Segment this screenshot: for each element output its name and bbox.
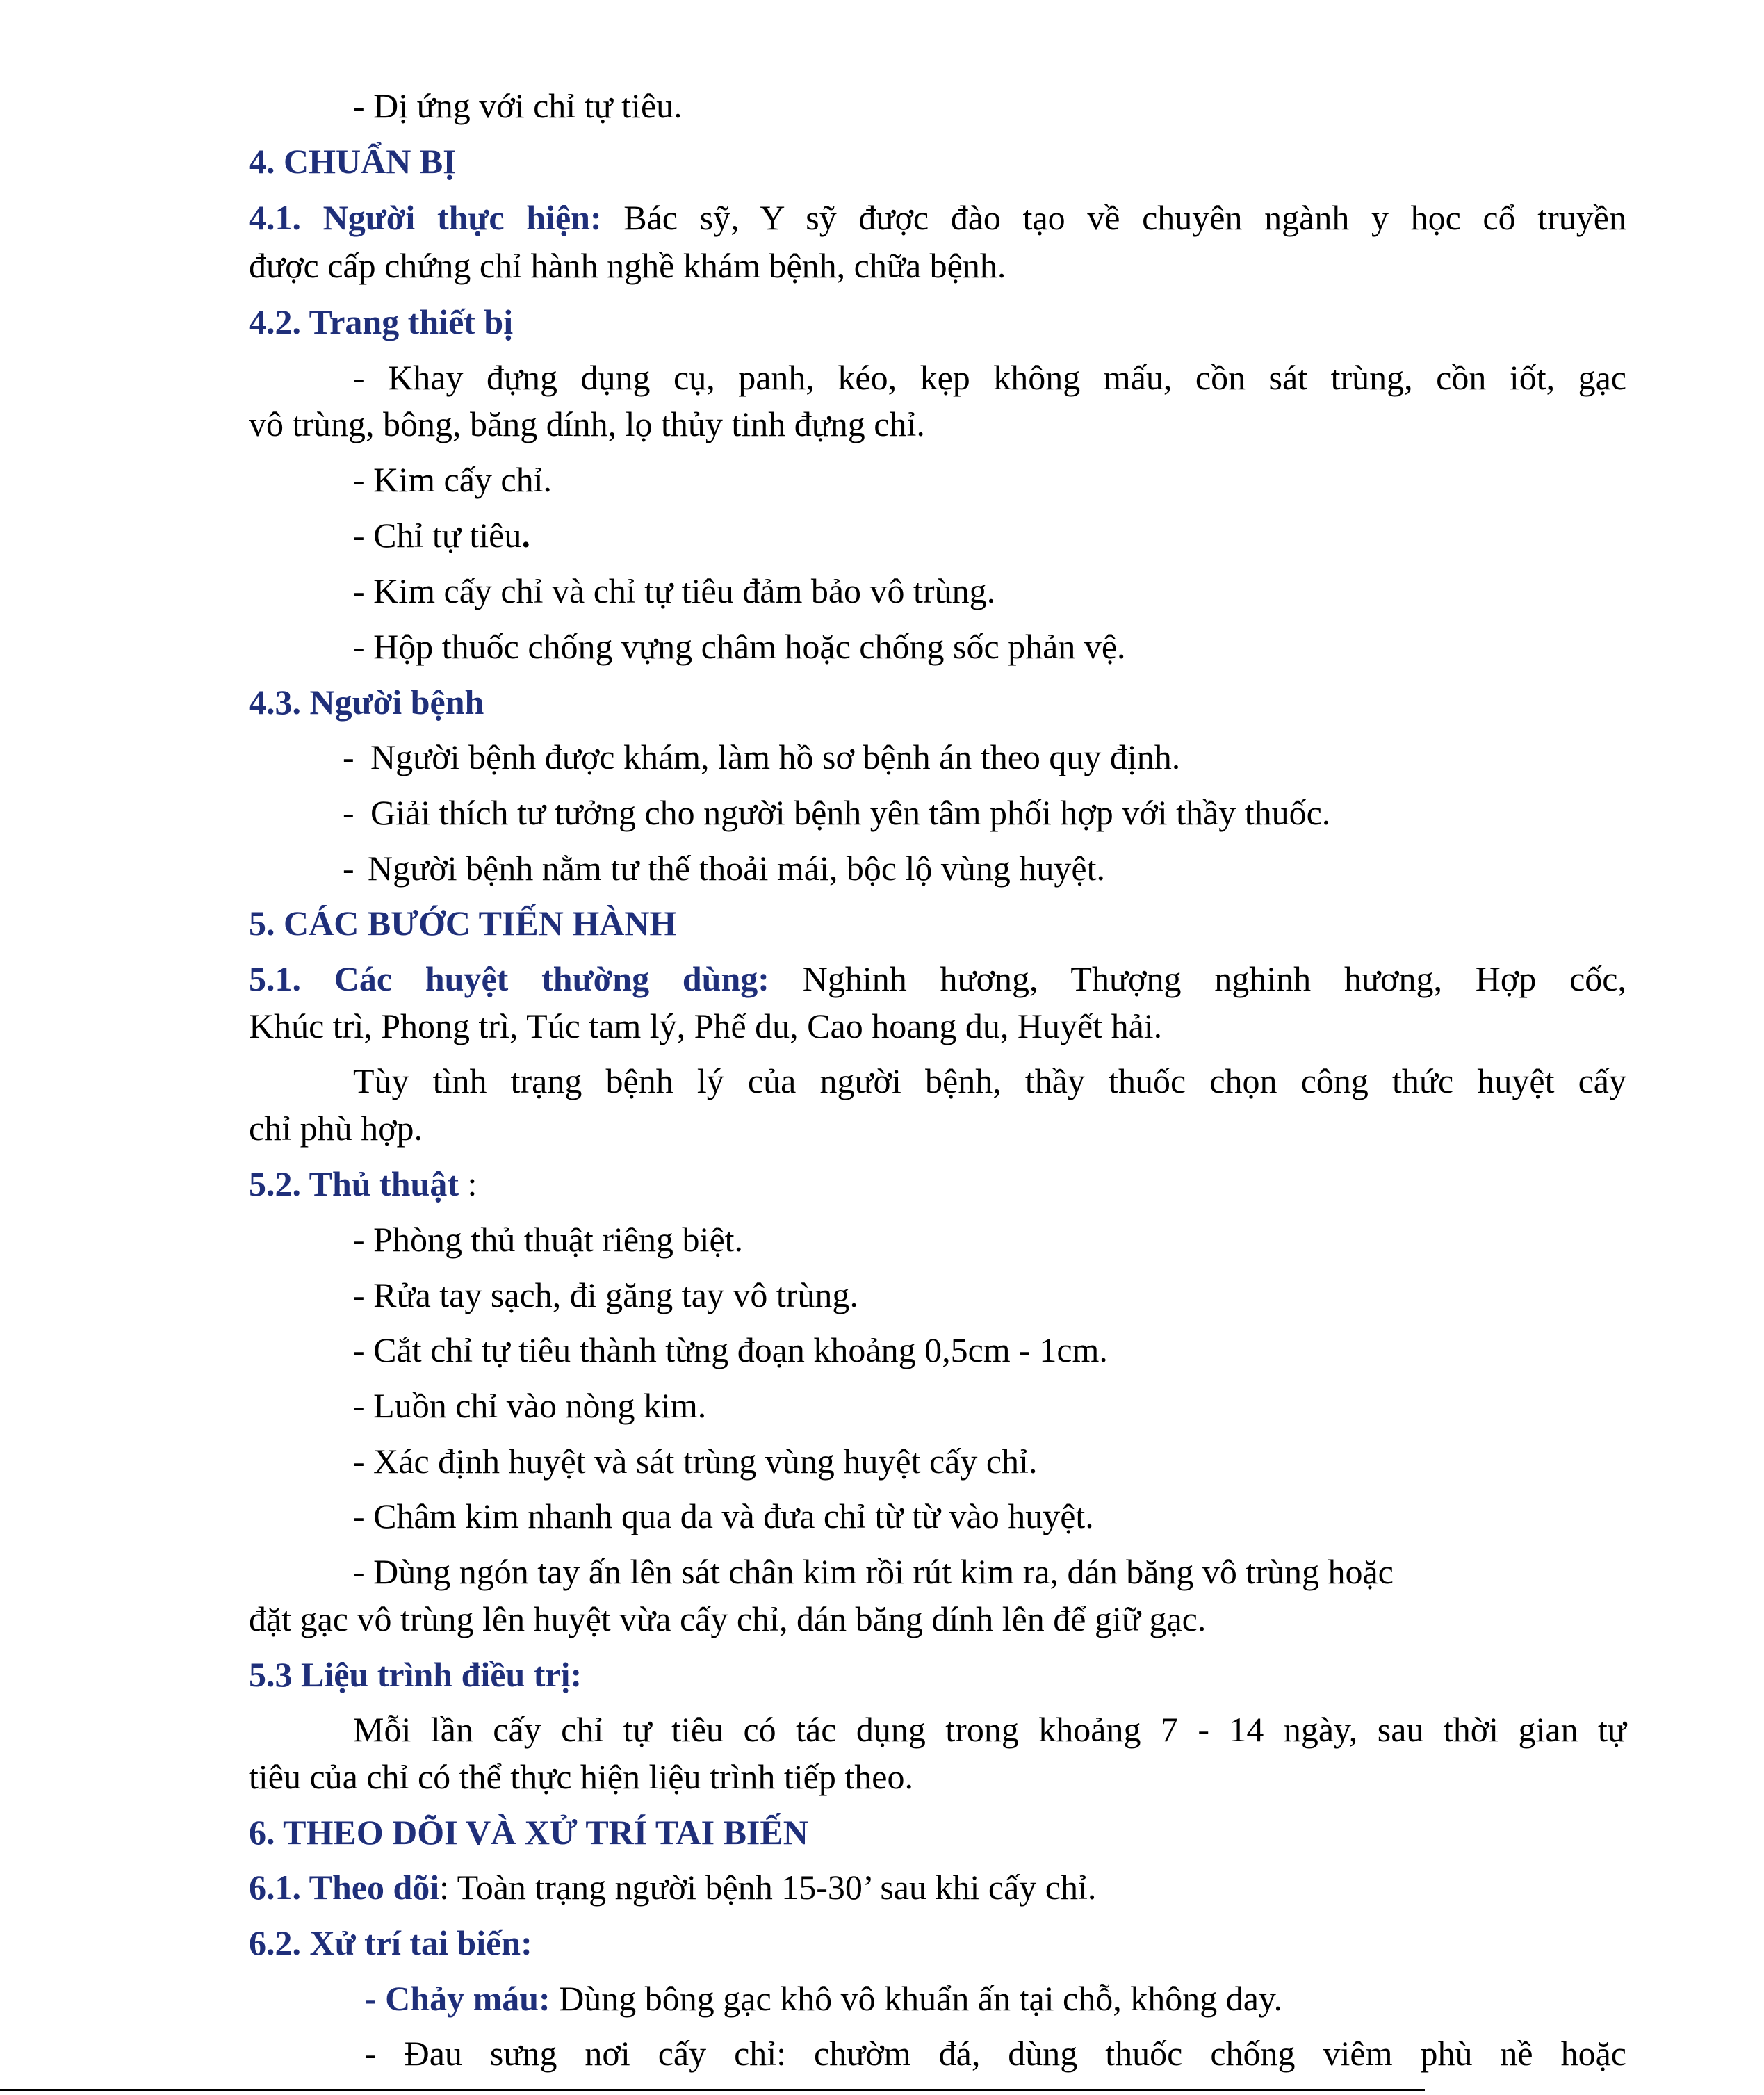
list-item: - Giải thích tư tưởng cho người bệnh yên tâm phối hợp với thầy thuốc. [343,793,1331,832]
paragraph-line: được cấp chứng chỉ hành nghề khám bệnh, chữa bệnh. [249,246,1006,285]
list-item: - Người bệnh nằm tư thế thoải mái, bộc lộ vùng huyệt. [343,849,1106,888]
list-item: - Khay đựng dụng cụ, panh, kéo, kẹp không mấu, cồn sát trùng, cồn iốt, gạc [353,358,1626,397]
list-item: - Luồn chỉ vào nòng kim. [353,1386,707,1425]
list-item: - Dùng ngón tay ấn lên sát chân kim rồi rút kim ra, dán băng vô trùng hoặc [353,1552,1394,1591]
subheading-4-1: 4.1. Người thực hiện: [249,198,602,237]
subheading-4-3: 4.3. Người bệnh [249,683,484,722]
list-item: - Xác định huyệt và sát trùng vùng huyệt cấy chỉ. [353,1442,1038,1481]
list-item: - Chảy máu: Dùng bông gạc khô vô khuẩn ấn tại chỗ, không day. [365,1979,1283,2018]
bottom-rule [0,2089,1425,2091]
paragraph-6-1: 6.1. Theo dõi: Toàn trạng người bệnh 15-30’ sau khi cấy chỉ. [249,1868,1097,1907]
list-item: - Người bệnh được khám, làm hồ sơ bệnh án theo quy định. [343,737,1181,776]
subheading-5-2: 5.2. Thủ thuật [249,1164,459,1203]
paragraph-line: Khúc trì, Phong trì, Túc tam lý, Phế du, Cao hoang du, Huyết hải. [249,1006,1163,1045]
paragraph-line: Tùy tình trạng bệnh lý của người bệnh, thầy thuốc chọn công thức huyệt cấy [353,1061,1626,1100]
paragraph-5-2: 5.2. Thủ thuật : [249,1164,477,1203]
subheading-5-1: 5.1. Các huyệt thường dùng: [249,959,769,998]
list-item: - Kim cấy chỉ và chỉ tự tiêu đảm bảo vô trùng. [353,571,996,610]
paragraph-line: chỉ phù hợp. [249,1109,423,1148]
list-item: - Đau sưng nơi cấy chỉ: chườm đá, dùng thuốc chống viêm phù nề hoặc [365,2034,1626,2073]
section-heading-5: 5. CÁC BƯỚC TIẾN HÀNH [249,904,677,943]
paragraph-line: tiêu của chỉ có thể thực hiện liệu trình tiếp theo. [249,1757,913,1796]
subheading-6-1: 6.1. Theo dõi [249,1868,440,1907]
list-item: - Chỉ tự tiêu. [353,516,530,555]
list-item: - Hộp thuốc chống vựng châm hoặc chống sốc phản vệ. [353,627,1126,666]
list-item: - Kim cấy chỉ. [353,460,553,499]
paragraph-5-1: 5.1. Các huyệt thường dùng: Nghinh hương, Thượng nghinh hương, Hợp cốc, [249,959,1626,998]
list-item: - Phòng thủ thuật riêng biệt. [353,1220,744,1259]
section-heading-6: 6. THEO DÕI VÀ XỬ TRÍ TAI BIẾN [249,1813,808,1852]
list-item: - Cắt chỉ tự tiêu thành từng đoạn khoảng 0,5cm - 1cm. [353,1330,1108,1369]
list-item: - Dị ứng với chỉ tự tiêu. [353,86,683,125]
subheading-5-3: 5.3 Liệu trình điều trị: [249,1655,582,1694]
subheading-6-2: 6.2. Xử trí tai biến: [249,1923,532,1962]
list-item: - Châm kim nhanh qua da và đưa chỉ từ từ vào huyệt. [353,1497,1094,1535]
section-heading-4: 4. CHUẨN BỊ [249,142,457,181]
subheading-4-2: 4.2. Trang thiết bị [249,302,514,341]
paragraph-line: vô trùng, bông, băng dính, lọ thủy tinh đựng chỉ. [249,405,925,443]
list-item: - Rửa tay sạch, đi găng tay vô trùng. [353,1275,858,1314]
paragraph-line: đặt gạc vô trùng lên huyệt vừa cấy chỉ, dán băng dính lên để giữ gạc. [249,1599,1207,1638]
paragraph-4-1: 4.1. Người thực hiện: Bác sỹ, Y sỹ được đào tạo về chuyên ngành y học cổ truyền [249,198,1626,237]
paragraph-line: Mỗi lần cấy chỉ tự tiêu có tác dụng trong khoảng 7 - 14 ngày, sau thời gian tự [353,1710,1626,1749]
